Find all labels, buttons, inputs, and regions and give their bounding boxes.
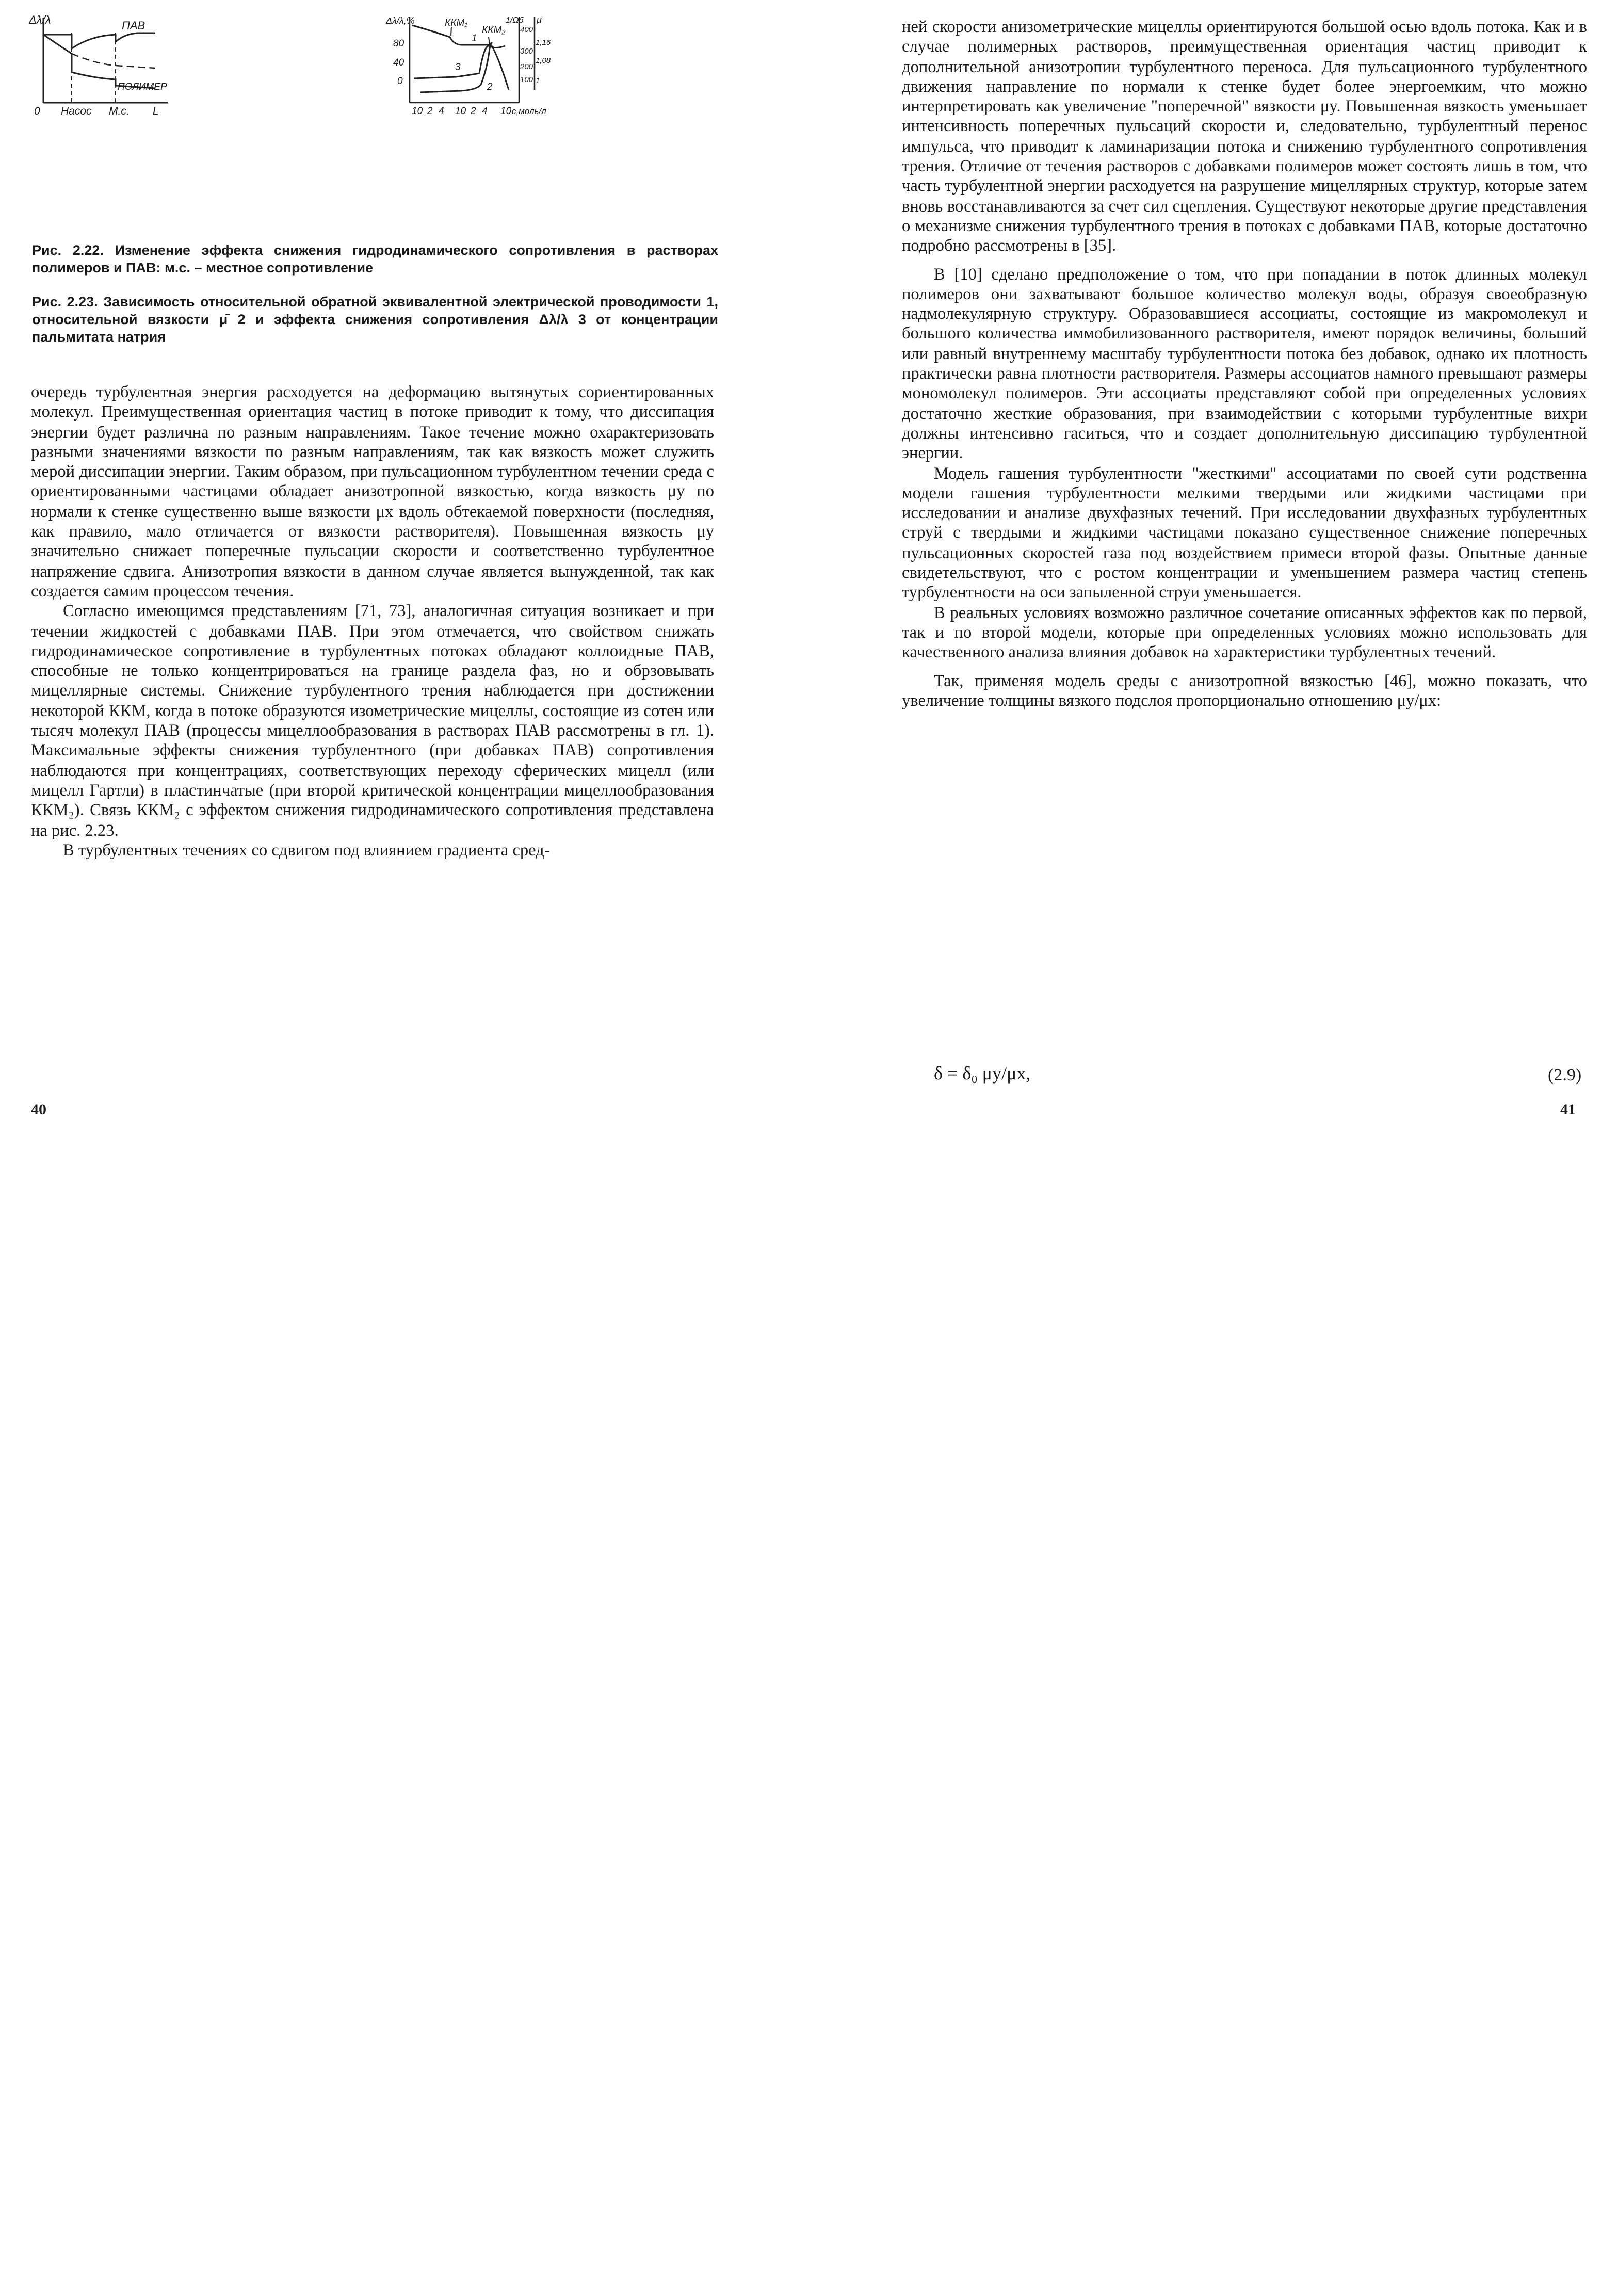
page-number-left: 40 — [31, 1102, 46, 1119]
fig223-xtick: 2 — [427, 106, 433, 117]
fig222-xtick-0: 0 — [34, 105, 40, 117]
fig222-xtick-ms: М.с. — [109, 105, 130, 117]
fig223-yr2-1: 1 — [536, 76, 540, 85]
fig223-marker-kkm1: ККМ₁ — [445, 18, 468, 28]
figure-2-23-graph — [384, 12, 549, 118]
fig223-xtick: 4 — [482, 106, 488, 117]
paragraph: В реальных условиях возможно различное сочетание описанных эффектов как по первой, так и по второй модели, которые при определенных условиях можно использовать для качественного анализа влияния добавок на характеристики турбулентных течений. — [902, 602, 1587, 662]
fig222-polymer-dashed — [72, 54, 155, 68]
figure-2-23 — [384, 12, 714, 224]
paragraph: В турбулентных течениях со сдвигом под влиянием градиента сред- — [63, 839, 550, 860]
caption-fig-2-23: Рис. 2.23. Зависимость относительной обратной эквивалентной электрической проводимости 1, относительной вязкости μ̄ 2 и эффекта снижения сопротивления Δλ/λ 3 от концентрации пальмитата натрия — [32, 294, 718, 345]
fig223-xtick: 10 — [500, 106, 512, 117]
caption-fig-2-22: Рис. 2.22. Изменение эффекта снижения гидродинамического сопротивления в растворах полимеров и ПАВ: м.с. – местное сопротивление — [32, 242, 718, 276]
fig223-curve-label-3: 3 — [455, 62, 461, 73]
equation-number: (2.9) — [1548, 1065, 1582, 1085]
fig223-curve-label-1: 1 — [472, 33, 477, 44]
paragraph: очередь турбулентная энергия расходуется на деформацию вытянутых сориентированных молекул. Преимущественная ориентация частиц в потоке приводит к тому, что диссипация энергии будет различна по разным направлениям. Такое течение можно охарактеризовать разными значениями вязкости по разным направлениям, так как вязкость может служить мерой диссипации энергии. Таким образом, при пульсационном турбулентном течении среда с ориентированными частицами обладает анизотропной вязкостью, когда вязкость μy по нормали к стенке существенно выше вязкости μx вдоль обтекаемой поверхности (последняя, как правило, мало отличается от вязкости растворителя). Повышенная вязкость μy значительно снижает поперечные пульсации скорости и соответственно турбулентное напряжение сдвига. Анизотропия вязкости в данном случае является вынужденной, так как создается самим процессом течения. — [31, 382, 714, 601]
page-number-right: 41 — [1560, 1102, 1576, 1119]
fig222-label-pav: ПАВ — [122, 19, 145, 32]
fig223-curve-label-2: 2 — [487, 82, 493, 92]
page-spread — [0, 0, 1618, 1147]
paragraph: В [10] сделано предположение о том, что при попадании в поток длинных молекул полимеров они захватывают большое количество молекул воды, образуя своеобразную надмолекулярную структуру. Образовавшиеся ассоциаты, состоящие из макромолекул и большого количества иммобилизованного растворителя, имеют порядок величины, больший или равный внутреннему масштабу турбулентности потока без добавок, однако их плотность практически равна плотности растворителя. Размеры ассоциатов намного превышают размеры мономолекул полимеров. Эти ассоциаты представляют собой при определенных условиях достаточно жесткие образования, при взаимодействии с которыми турбулентные вихри должны интенсивно гаситься, что и создает дополнительную диссипацию турбулентной энергии. — [902, 264, 1587, 463]
fig223-xtick: 2 — [471, 106, 476, 117]
fig223-yr1-300: 300 — [520, 47, 533, 56]
left-body-text — [31, 382, 714, 860]
fig223-marker-kkm2: ККМ₂ — [482, 25, 506, 36]
figure-2-22-graph — [29, 12, 179, 118]
fig223-ytick-40: 40 — [393, 57, 405, 68]
figure-2-22 — [29, 12, 328, 224]
paragraph: Так, применяя модель среды с анизотропной вязкостью [46], можно показать, что увеличение толщины вязкого подслоя пропорционально отношению μy/μx: — [902, 670, 1587, 710]
fig222-y-label: Δλ/λ — [29, 13, 51, 26]
fig223-y-right2-label: μ̄ — [537, 14, 542, 25]
fig223-xtick: 10 — [412, 106, 423, 117]
paragraph: ней скорости анизометрические мицеллы ориентируются большой осью вдоль потока. Как и в случае полимерных растворов, преимущественная ориентация частиц приводит к дополнительной анизотропии турбулентного переноса. Для пульсационного турбулентного движения направление по нормали к стенке будет более энергоемким, что можно интерпретировать как увеличение "поперечной" вязкости μy. Повышенная вязкость уменьшает интенсивность поперечных пульсаций скорости и, следовательно, турбулентный перенос импульса, что приводит к ламинаризации потока и снижению турбулентного сопротивления трения. Отличие от течения растворов с добавками полимеров может состоять лишь в том, что часть турбулентной энергии расходуется на разрушение мицеллярных структур, которые затем вновь восстанавливаются за счет сил сцепления. Существуют некоторые другие представления о механизме снижения турбулентного трения в потоках с добавками ПАВ, которые достаточно подробно рассмотрены в [35]. — [902, 17, 1587, 255]
fig223-ytick-80: 80 — [393, 38, 405, 49]
right-body-text — [902, 17, 1587, 710]
fig222-polymer-curve — [43, 35, 155, 88]
fig223-curve-2 — [420, 44, 509, 92]
fig223-yr1-400: 400 — [520, 25, 533, 34]
fig223-ytick-0: 0 — [397, 76, 403, 87]
fig222-label-polymer: ПОЛИМЕР — [118, 82, 167, 92]
fig223-y-right1-label: 1/Ωб — [506, 16, 524, 25]
fig223-xtick: 4 — [439, 106, 444, 117]
paragraph: Согласно имеющимся представлениям [71, 73], аналогичная ситуация возникает и при течении жидкостей с добавками ПАВ. При этом отмечается, что свойством снижать гидродинамическое сопротивление в турбулентных потоках обладают коллоидные ПАВ, способные не только концентрироваться на границе раздела фаз, но и обрзовывать мицеллярные системы. Снижение турбулентного трения наблюдается при достижении некоторой ККМ, когда в потоке образуются изометрические мицеллы, состоящие из сотен или тысяч молекул ПАВ (процессы мицеллообразования в растворах ПАВ рассмотрены в гл. 1). Максимальные эффекты снижения турбулентного (при добавках ПАВ) сопротивления наблюдаются при концентрациях, соответствующих переходу сферических мицелл (или мицелл Гартли) в пластинчатые (при второй критической концентрации мицеллообразования ККМ₂). Связь ККМ₂ с эффектом снижения гидродинамического сопротивления представлена на рис. 2.23. — [31, 601, 714, 840]
fig223-y-left-label: Δλ/λ,% — [386, 15, 415, 26]
formula-2-9: δ = δ₀ μy/μx, — [934, 1063, 1031, 1084]
fig222-xtick-l: L — [153, 105, 159, 117]
fig223-yr2-116: 1,16 — [536, 38, 551, 47]
fig223-yr2-108: 1,08 — [536, 56, 551, 65]
fig223-x-unit: с,моль/л — [512, 106, 546, 116]
fig223-xtick: 10 — [455, 106, 466, 117]
fig223-yr1-100: 100 — [520, 75, 533, 84]
paragraph: Модель гашения турбулентности "жесткими" ассоциатами по своей сути родственна модели гашения турбулентности мелкими твердыми или жидкими частицами при исследовании и анализе двухфазных течений. При исследовании двухфазных турбулентных струй с твердыми и жидкими частицами показано существенное снижение поперечных пульсационных скоростей газа под воздействием примеси второй фазы. Опытные данные свидетельствуют, что с ростом концентрации и уменьшением размера частиц степень турбулентности на оси запыленной струи уменьшается. — [902, 463, 1587, 602]
fig223-yr1-200: 200 — [520, 62, 533, 71]
fig222-xtick-pump: Насос — [61, 105, 92, 117]
